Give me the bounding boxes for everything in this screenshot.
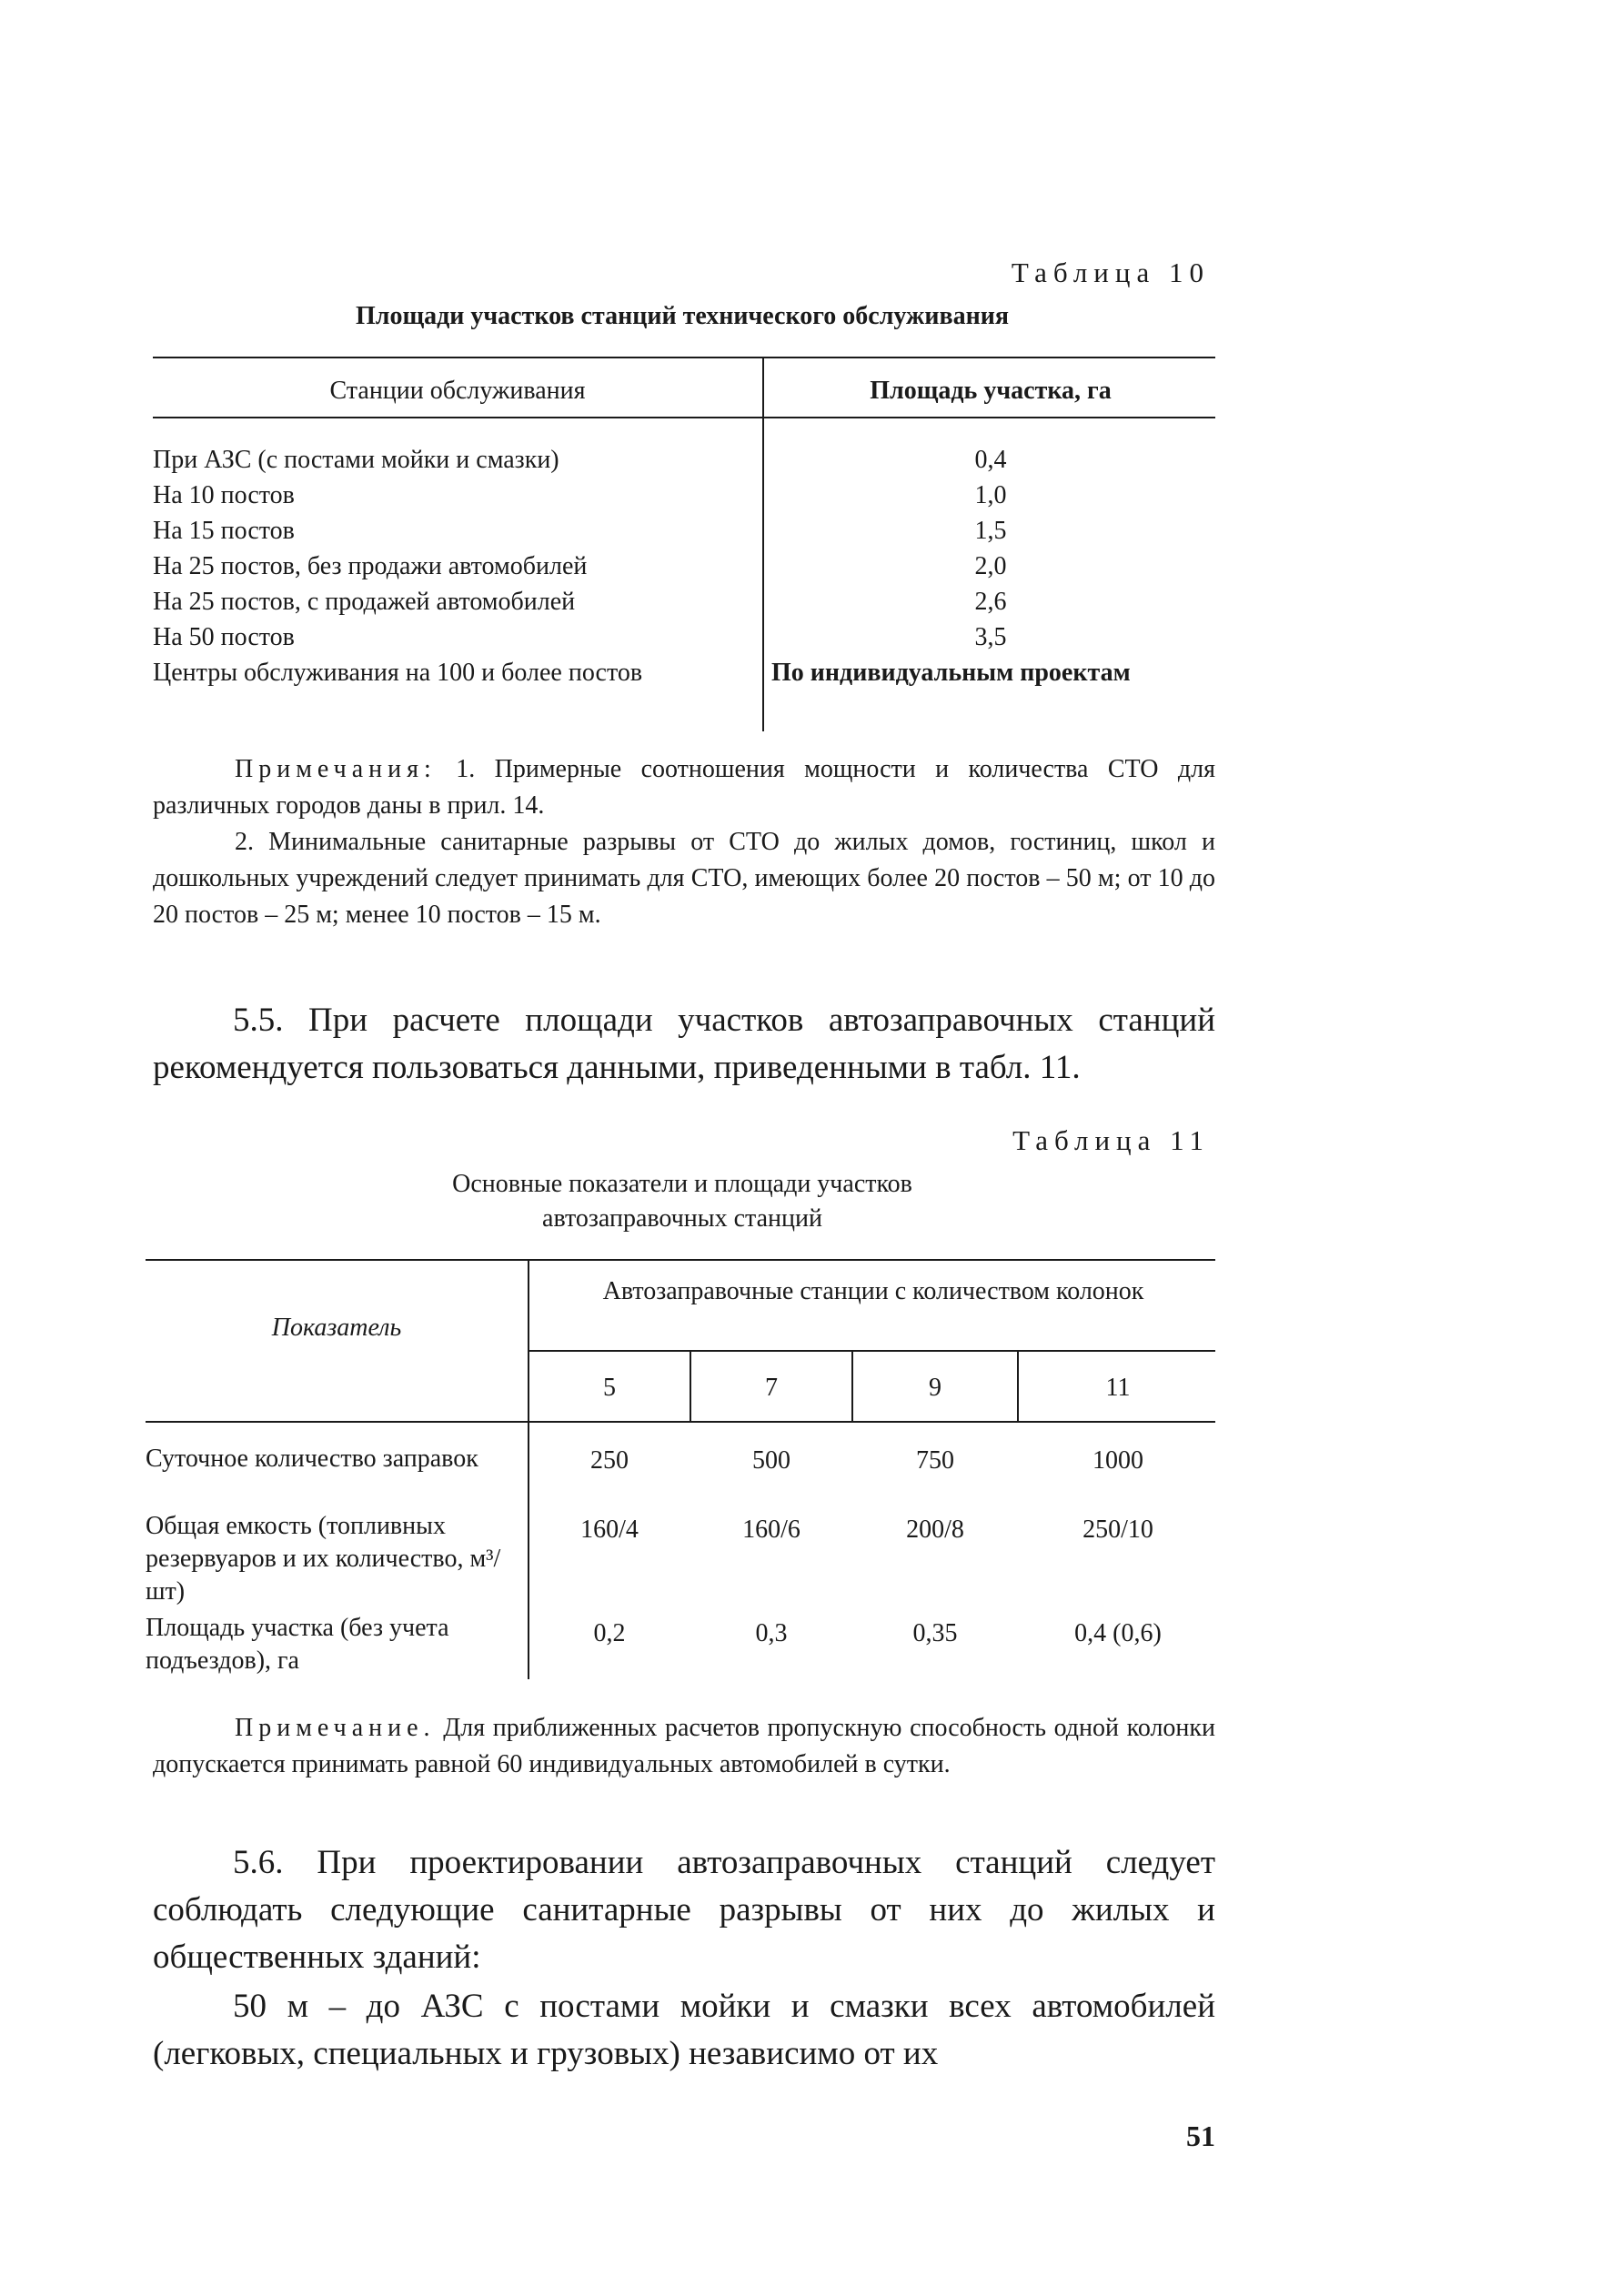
table10-row-station: На 15 постов — [153, 517, 295, 545]
table11-cell: 0,35 — [912, 1619, 958, 1647]
table11-row-label: Общая емкость (топливных резервуаров и их количество, м³/шт) — [146, 1512, 501, 1606]
table10-row-area: 1,5 — [974, 517, 1007, 545]
table11-col-header: 7 — [765, 1374, 778, 1402]
table10-row-area: 0,4 — [974, 446, 1007, 474]
table11-group-rule — [529, 1350, 1215, 1352]
table11-cell: 1000 — [1092, 1446, 1143, 1475]
table10-row-area: 1,0 — [974, 481, 1007, 509]
table11-col1-header: Показатель — [271, 1314, 402, 1342]
table11-subcol-divider — [690, 1352, 691, 1421]
table10-top-rule — [153, 357, 1215, 358]
table11-col-header: 5 — [603, 1374, 616, 1402]
table10-row-station: На 10 постов — [153, 481, 295, 509]
table11-title-line1: Основные показатели и площади участков — [452, 1170, 912, 1198]
table10-column-divider — [762, 358, 764, 731]
table10-caption: Таблица 10 — [1011, 257, 1210, 288]
table10-title: Площади участков станций технического обслуживания — [355, 302, 1010, 330]
table10-row-area: 3,5 — [974, 623, 1007, 651]
table10-notes-label: Примечания: — [235, 755, 437, 783]
table10-row-station: На 25 постов, с продажей автомобилей — [153, 588, 576, 616]
table11-cell: 750 — [916, 1446, 954, 1475]
table11-caption: Таблица 11 — [1012, 1124, 1210, 1156]
paragraph-50m: 50 м – до АЗС с постами мойки и смазки всех автомобилей (легковых, специальных и грузовых) независимо от их — [153, 1988, 1215, 2072]
table11-col-header: 11 — [1105, 1374, 1131, 1402]
table11-cell: 250 — [590, 1446, 629, 1475]
table10-col2-header: Площадь участка, га — [870, 377, 1112, 405]
table10-header-rule — [153, 417, 1215, 418]
page-number: 51 — [1186, 2120, 1215, 2152]
table11-note: Примечание. Для приближенных расчетов пропускную способность одной колонки допускается принимать равной 60 индивидуальных автомобилей в сутки. — [153, 1714, 1215, 1778]
table10-row-area: 2,6 — [974, 588, 1007, 616]
table11-row-label: Площадь участка (без учета подъездов), га — [146, 1614, 449, 1675]
table11-col-header: 9 — [929, 1374, 941, 1402]
paragraph-5-5: 5.5. При расчете площади участков автозаправочных станций рекомендуется пользоваться данными, приведенными в табл. 11. — [153, 1002, 1215, 1086]
table11-header-rule — [146, 1421, 1215, 1423]
table11-top-rule — [146, 1259, 1215, 1261]
table11-cell: 250/10 — [1082, 1516, 1153, 1544]
table11-cell: 0,4 (0,6) — [1074, 1619, 1162, 1647]
table11-group-header: Автозаправочные станции с количеством колонок — [602, 1277, 1144, 1305]
table11-cell: 160/6 — [742, 1516, 800, 1544]
table10-col1-header: Станции обслуживания — [329, 377, 586, 405]
table11-cell: 160/4 — [580, 1516, 639, 1544]
table10-row-area: По индивидуальным проектам — [771, 659, 1131, 687]
table10-row-station: При АЗС (с постами мойки и смазки) — [153, 446, 559, 474]
table10-note1: Примечания: 1. Примерные соотношения мощности и количества СТО для различных городов даны в прил. 14. — [153, 755, 1216, 820]
table10-row-station: Центры обслуживания на 100 и более постов — [153, 659, 643, 687]
table11-subcol-divider — [1017, 1352, 1019, 1421]
table11-cell: 0,3 — [755, 1619, 788, 1647]
table11-note-label: Примечание. — [235, 1714, 436, 1742]
table11-title-line2: автозаправочных станций — [542, 1204, 822, 1233]
table11-cell: 500 — [752, 1446, 790, 1475]
table10-row-area: 2,0 — [974, 552, 1007, 580]
table10-row-station: На 50 постов — [153, 623, 295, 651]
table11-col1-divider — [528, 1261, 529, 1679]
paragraph-5-6: 5.6. При проектировании автозаправочных станций следует соблюдать следующие санитарные разрывы от них до жилых и общественных зданий: — [153, 1844, 1215, 1976]
table11-cell: 200/8 — [906, 1516, 964, 1544]
table10-note2: 2. Минимальные санитарные разрывы от СТО до жилых домов, гостиниц, школ и дошкольных учреждений следует принимать для СТО, имеющих более 20 постов – 50 м; от 10 до 20 постов – 25 м; менее 10 постов – 15 м. — [153, 828, 1215, 929]
table10-row-station: На 25 постов, без продажи автомобилей — [153, 552, 588, 580]
table11-row-label: Суточное количество заправок — [146, 1445, 478, 1473]
table11-subcol-divider — [851, 1352, 853, 1421]
table11-cell: 0,2 — [593, 1619, 626, 1647]
